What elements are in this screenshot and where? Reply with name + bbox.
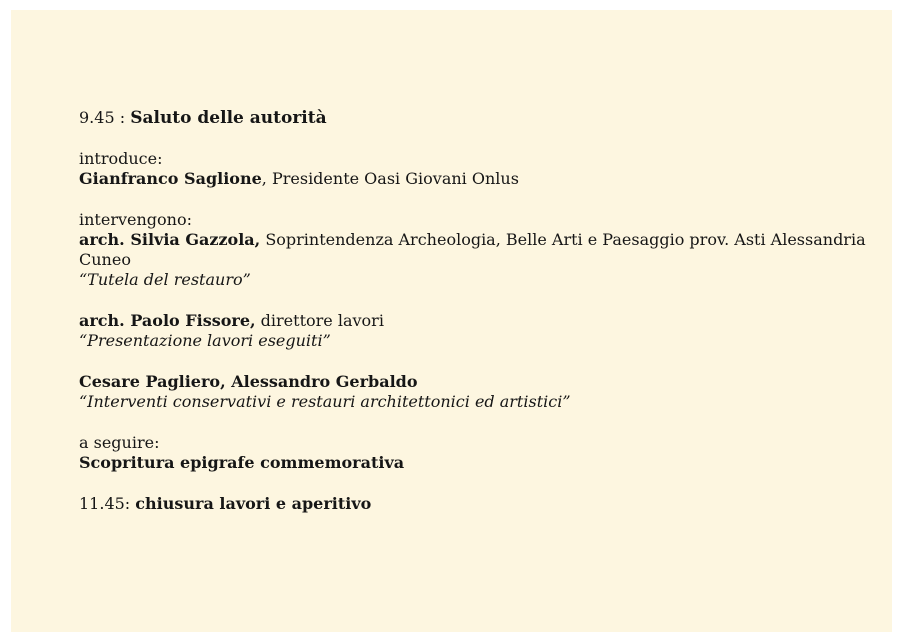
speaker2-name: arch. Paolo Fissore, xyxy=(79,311,256,330)
speaker1-role: Soprintendenza Archeologia, Belle Arti e Paesaggio prov. Asti Alessandria Cuneo xyxy=(79,230,866,269)
introduce-label xyxy=(79,149,869,169)
speakers-label xyxy=(79,210,869,230)
speaker2-talk-title: “Presentazione lavori eseguiti” xyxy=(79,331,331,350)
follow-up-label-text: a seguire: xyxy=(79,433,160,452)
speaker1-talk-title: “Tutela del restauro” xyxy=(79,270,251,289)
speaker1-talk-line xyxy=(79,270,869,290)
follow-up-label xyxy=(79,433,869,453)
speaker2-talk-line xyxy=(79,331,869,351)
speaker1-line xyxy=(79,230,869,270)
program-content xyxy=(79,108,869,514)
introducer-name: Gianfranco Saglione xyxy=(79,169,262,188)
speaker1-name: arch. Silvia Gazzola, xyxy=(79,230,261,249)
speaker3-line xyxy=(79,372,869,392)
speaker3-names: Cesare Pagliero, Alessandro Gerbaldo xyxy=(79,372,418,391)
opening-title: Saluto delle autorità xyxy=(130,108,327,128)
speaker2-line xyxy=(79,311,869,331)
closing-time: 11.45: xyxy=(79,494,136,513)
program-card xyxy=(11,10,892,632)
speakers-label-text: intervengono: xyxy=(79,210,192,229)
closing-line xyxy=(79,494,869,514)
introduce-label-text: introduce: xyxy=(79,149,163,168)
closing-event: chiusura lavori e aperitivo xyxy=(135,494,372,513)
speaker2-role: direttore lavori xyxy=(255,311,384,330)
introducer-line xyxy=(79,169,869,189)
follow-up-event-line xyxy=(79,453,869,473)
speaker3-talk-line xyxy=(79,392,869,412)
opening-time: 9.45 : xyxy=(79,108,131,127)
introducer-role: , Presidente Oasi Giovani Onlus xyxy=(261,169,519,188)
program-line-opening xyxy=(79,108,869,128)
follow-up-event: Scopritura epigrafe commemorativa xyxy=(79,453,405,472)
speaker3-talk-title: “Interventi conservativi e restauri architettonici ed artistici” xyxy=(79,392,571,411)
